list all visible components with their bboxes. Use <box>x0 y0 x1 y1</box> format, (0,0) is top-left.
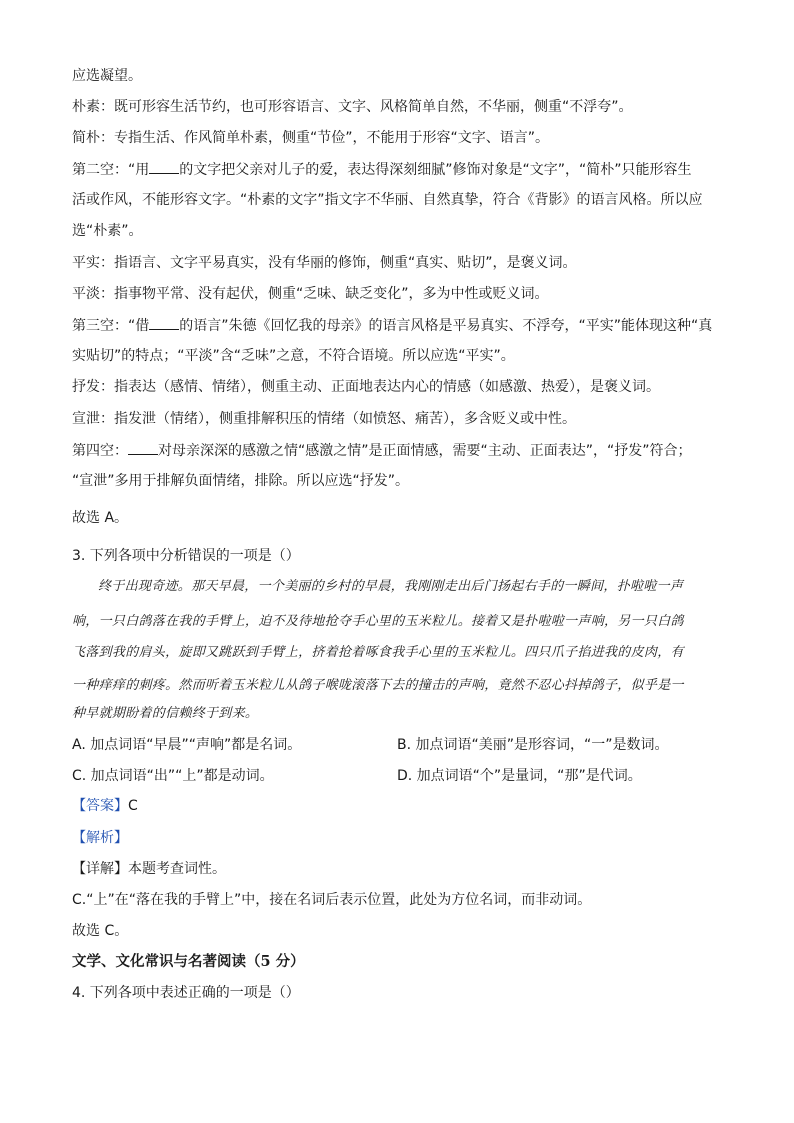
passage-line: 飞落到我的肩头，旋即又跳跃到手臂上，挤着抢着啄食我手心里的玉米粒儿。四只爪子掐进我的皮肉，有 <box>72 645 684 660</box>
text-line: 抒发：指表达（感情、情绪），侧重主动、正面地表达内心的情感（如感激、热爱），是褒义词。 <box>72 379 660 395</box>
option-b[interactable]: B. 加点词语“美丽”是形容词，“一”是数词。 <box>397 737 669 753</box>
text-span: 第四空： <box>72 443 128 459</box>
text-line: 选“朴素”。 <box>72 223 143 239</box>
passage-line: 一种痒痒的刺疼。然而听着玉米粒儿从鸽子喉咙滚落下去的撞击的声响，竟然不忍心抖掉鸽子，似乎是一 <box>72 678 684 693</box>
text-line: 宣泄：指发泄（情绪），侧重排解积压的情绪（如愤怒、痛苦），多含贬义或中性。 <box>72 411 576 427</box>
text-span: 的文字把父亲对儿子的爱，表达得深刻细腻”修饰对象是“文字”，“简朴”只能形容生 <box>179 162 692 178</box>
text-span: 对母亲深深的感激之情“感激之情”是正面情感，需要“主动、正面表达”，“抒发”符合； <box>158 443 692 459</box>
option-a[interactable]: A. 加点词语“早晨”“声响”都是名词。 <box>72 737 302 753</box>
text-line <box>72 159 692 180</box>
text-line <box>72 315 712 336</box>
passage-line: 终于出现奇迹。那天早晨，一个美丽的乡村的早晨，我刚刚走出后门扬起右手的一瞬间，扑啦啦一声 <box>98 579 684 594</box>
text-line <box>72 440 692 461</box>
text-line: 实贴切”的特点；“平淡”含“乏味”之意，不符合语境。所以应选“平实”。 <box>72 348 515 364</box>
detail-tag: 【详解】 <box>72 861 128 877</box>
answer-line <box>72 796 138 816</box>
text-line: 简朴：专指生活、作风简单朴素，侧重“节俭”，不能用于形容“文字、语言”。 <box>72 130 550 146</box>
text-line: 平淡：指事物平常、没有起伏，侧重“乏味、缺乏变化”，多为中性或贬义词。 <box>72 286 549 302</box>
text-span: 第二空：“用 <box>72 162 150 178</box>
explain-line: C.“上”在“落在我的手臂上”中，接在名词后表示位置，此处为方位名词，而非动词。 <box>72 892 592 908</box>
detail-text: 本题考查词性。 <box>128 861 226 877</box>
analysis-line <box>72 828 128 848</box>
fill-blank <box>149 159 179 174</box>
text-line: 故选 A。 <box>72 510 129 526</box>
option-c[interactable]: C. 加点词语“出”“上”都是动词。 <box>72 768 274 784</box>
question-4: 4. 下列各项中表述正确的一项是（） <box>72 985 300 1001</box>
text-span: 第三空：“借 <box>72 318 150 334</box>
text-span: 的语言”朱德《回忆我的母亲》的语言风格是平易真实、不浮夸，“平实”能体现这种“真 <box>179 318 713 334</box>
passage-line: 种早就期盼着的信赖终于到来。 <box>72 706 259 721</box>
detail-line <box>72 859 226 879</box>
fill-blank <box>149 315 179 330</box>
section-heading: 文学、文化常识与名著阅读（5 分） <box>72 953 305 970</box>
answer-tag: 【答案】 <box>72 798 128 814</box>
choose-line: 故选 C。 <box>72 923 129 939</box>
text-line: 朴素：既可形容生活节约，也可形容语言、文字、风格简单自然，不华丽，侧重“不浮夸”。 <box>72 99 633 115</box>
text-line: 活或作风，不能形容文字。“朴素的文字”指文字不华丽、自然真挚，符合《背影》的语言风格。所以应 <box>72 192 703 208</box>
question-3: 3. 下列各项中分析错误的一项是（） <box>72 548 300 564</box>
analysis-tag: 【解析】 <box>72 830 128 846</box>
text-line: “宣泄”多用于排解负面情绪，排除。所以应选“抒发”。 <box>72 473 410 489</box>
text-line: 平实：指语言、文字平易真实，没有华丽的修饰，侧重“真实、贴切”，是褒义词。 <box>72 255 577 271</box>
text-line: 应选凝望。 <box>72 68 142 84</box>
fill-blank <box>128 440 158 455</box>
passage-line: 响，一只白鸽落在我的手臂上，迫不及待地抢夺手心里的玉米粒儿。接着又是扑啦啦一声响，另一只白鸽 <box>72 614 684 629</box>
answer-value: C <box>128 798 138 814</box>
option-d[interactable]: D. 加点词语“个”是量词，“那”是代词。 <box>397 768 642 784</box>
